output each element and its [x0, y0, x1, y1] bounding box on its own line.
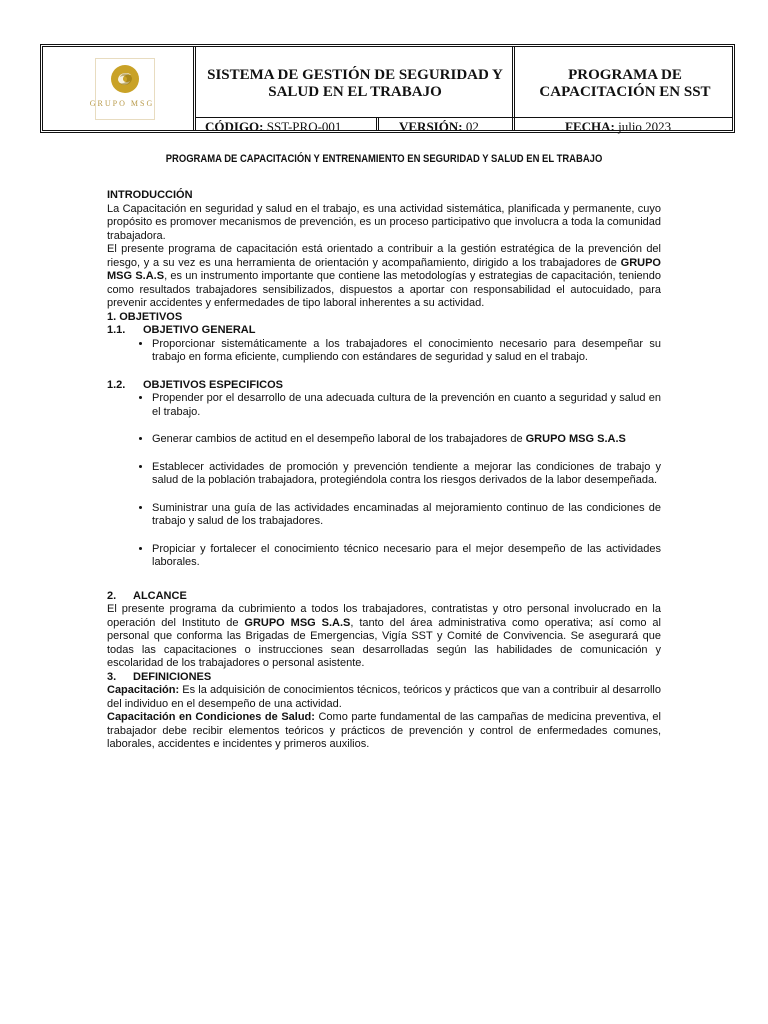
program-title: PROGRAMA DE CAPACITACIÓN EN SST — [539, 67, 711, 100]
definition-term: Capacitación en Condiciones de Salud: — [107, 711, 315, 723]
section-number: 2. — [107, 589, 117, 602]
objectives-heading: 1. OBJETIVOS — [107, 310, 183, 323]
company-name: GRUPO MSG S.A.S — [107, 256, 661, 282]
intro-text: El presente programa de capacitación está orientado a contribuir a la gestión estratégica de la prevención del riesgo, y a su vez es una herramienta de orientación y acompañamiento, dirigido a los trabajadores de — [107, 243, 661, 269]
section-title: DEFINICIONES — [133, 670, 212, 683]
logo-swirl-icon — [111, 65, 139, 93]
definition-text: Es la adquisición de conocimientos técnicos, teóricos y prácticos que van a contribuir al desarrollo del individuo en el desempeño de una actividad. — [107, 684, 661, 710]
code-value: SST-PRO-001 — [266, 119, 342, 134]
section-title: OBJETIVO GENERAL — [143, 324, 256, 336]
list-text: Generar cambios de actitud en el desempeño laboral de los trabajadores de — [152, 433, 526, 445]
scope-text: , tanto del área administrativa como operativa; así como al personal que conforma las Brigadas de Emergencias, Vigía SST y Comité de Convivencia. Se asegurará que todas las capacitaciones o instrucciones sean desarrolladas según las habilidades de comunicación y escolaridad de los trabajadores o personal asistente. — [107, 616, 661, 669]
date-value: julio 2023 — [618, 119, 672, 134]
section-number: 1.2. — [107, 378, 126, 391]
definition-term: Capacitación: — [107, 684, 180, 696]
scope-paragraph — [107, 603, 661, 671]
scope-text: El presente programa da cubrimiento a todos los trabajadores, contratistas y otro personal involucrado en la operación del Instituto de — [107, 603, 661, 629]
company-name: GRUPO MSG S.A.S — [244, 616, 351, 629]
system-title: SISTEMA DE GESTIÓN DE SEGURIDAD Y SALUD EN EL TRABAJO — [207, 67, 503, 100]
company-name: GRUPO MSG S.A.S — [525, 433, 626, 445]
definitions-heading — [107, 671, 661, 685]
company-logo — [95, 58, 155, 120]
logo-cell — [43, 47, 193, 130]
logo-text: GRUPO MSG — [89, 99, 155, 108]
code-field — [205, 119, 341, 134]
list-item — [152, 433, 661, 447]
version-label: VERSIÓN: — [399, 119, 463, 134]
list-item: • Establecer actividades de promoción y prevención tendiente a mejorar las condiciones de trabajo y salud de la población trabajadora, protegiéndola contra los riesgos derivados de la labor desempeñada. — [152, 461, 661, 488]
intro-paragraph-1: La Capacitación en seguridad y salud en el trabajo, es una actividad sistemática, planificada y permanente, cuyo propósito es promover mecanismos de prevención, es un proceso participativo que involucra a toda la comunidad trabajadora. — [107, 202, 661, 242]
definition-health-training — [107, 711, 661, 752]
list-item: • Suministrar una guía de las actividades encaminadas al mejoramiento continuo de las condiciones de trabajo y salud de los trabajadores. — [152, 502, 661, 529]
date-field — [565, 119, 671, 134]
version-field — [399, 119, 479, 134]
code-label: CÓDIGO: — [205, 119, 264, 134]
document-body — [107, 189, 661, 752]
specific-objectives-list — [107, 392, 661, 570]
intro-paragraph-2 — [107, 243, 661, 311]
definition-text: Como parte fundamental de las campañas de medicina preventiva, el trabajador debe recibir elementos teóricos y prácticos de prevención y control de enfermedades comunes, laborales, accidentes e incidentes y primeros auxilios. — [107, 711, 661, 750]
list-item: • Proporcionar sistemáticamente a los trabajadores el conocimiento necesario para desempeñar su trabajo en forma eficiente, cumpliendo con estándares de seguridad y salud en el trabajo. — [152, 338, 661, 365]
divider — [195, 117, 732, 118]
specific-objectives-heading — [107, 379, 661, 393]
date-label: FECHA: — [565, 119, 615, 134]
version-value: 02 — [465, 119, 479, 134]
section-title: OBJETIVOS ESPECIFICOS — [143, 378, 283, 391]
document-header — [40, 44, 735, 133]
definition-training — [107, 684, 661, 711]
list-item: • Propiciar y fortalecer el conocimiento técnico necesario para el mejor desempeño de las actividades laborales. — [152, 543, 661, 570]
section-number: 3. — [107, 670, 117, 683]
divider — [376, 117, 379, 130]
intro-text: , es un instrumento importante que contiene las metodologías y estrategias de capacitación, teniendo como resultados trabajadores sensibilizados, dispuestos a aportar con responsabilidad el autocuidado, para prevenir accidentes y enfermedades de tipo laboral inherentes a su actividad. — [107, 270, 661, 309]
section-number: 1.1. — [107, 324, 126, 336]
general-objective-list — [107, 338, 661, 365]
document-title: PROGRAMA DE CAPACITACIÓN Y ENTRENAMIENTO EN SEGURIDAD Y SALUD EN EL TRABAJO — [165, 153, 603, 165]
intro-heading: INTRODUCCIÓN — [107, 189, 193, 201]
section-title: ALCANCE — [133, 589, 187, 602]
list-item: • Propender por el desarrollo de una adecuada cultura de la prevención en cuanto a seguridad y salud en el trabajo. — [152, 392, 661, 419]
general-objective-heading — [107, 324, 661, 338]
scope-heading — [107, 590, 661, 604]
